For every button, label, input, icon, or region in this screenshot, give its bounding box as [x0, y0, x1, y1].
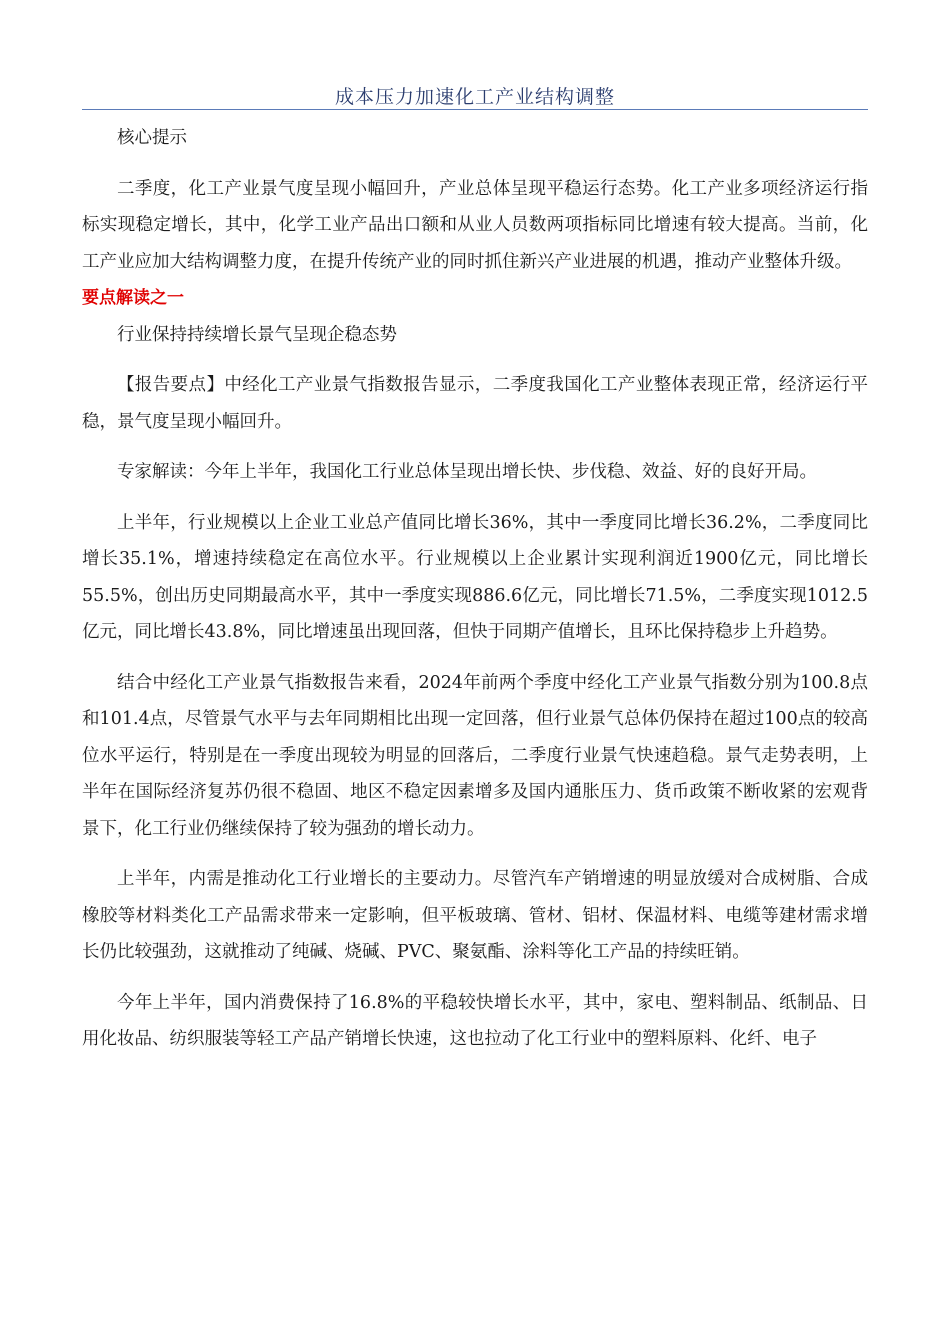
summary-label: 核心提示 [117, 128, 187, 148]
section-heading: 要点解读之一 [82, 288, 184, 308]
article-body [82, 120, 868, 1058]
header-title: 成本压力加速化工产业结构调整 [334, 86, 615, 108]
paragraph: 专家解读：今年上半年，我国化工行业总体呈现出增长快、步伐稳、效益、好的良好开局。 [117, 462, 817, 482]
paragraph: 上半年，内需是推动化工行业增长的主要动力。尽管汽车产销增速的明显放缓对合成树脂、合成橡胶等材料类化工产品需求带来一定影响，但平板玻璃、管材、铝材、保温材料、电缆等建材需求增长仍比较强劲，这就推动了纯碱、烧碱、PVC、聚氨酯、涂料等化工产品的持续旺销。 [82, 869, 868, 962]
paragraph: 上半年，行业规模以上企业工业总产值同比增长36%，其中一季度同比增长36.2%，二季度同比增长35.1%，增速持续稳定在高位水平。行业规模以上企业累计实现利润近1900亿元，同比增长55.5%，创出历史同期最高水平，其中一季度实现886.6亿元，同比增长71.5%，二季度实现1012.5亿元，同比增长43.8%，同比增速虽出现回落，但快于同期产值增长，且环比保持稳步上升趋势。 [82, 512, 868, 642]
paragraph: 今年上半年，国内消费保持了16.8%的平稳较快增长水平，其中，家电、塑料制品、纸制品、日用化妆品、纺织服装等轻工产品产销增长快速，这也拉动了化工行业中的塑料原料、化纤、电子 [82, 992, 868, 1049]
section-subtitle: 行业保持持续增长景气呈现企稳态势 [117, 324, 397, 345]
paragraph: 【报告要点】中经化工产业景气指数报告显示，二季度我国化工产业整体表现正常，经济运行平稳，景气度呈现小幅回升。 [82, 375, 868, 432]
paragraph: 结合中经化工产业景气指数报告来看，2024年前两个季度中经化工产业景气指数分别为100.8点和101.4点，尽管景气水平与去年同期相比出现一定回落，但行业景气总体仍保持在超过100点的较高位水平运行，特别是在一季度出现较为明显的回落后，二季度行业景气快速趋稳。景气走势表明，上半年在国际经济复苏仍很不稳固、地区不稳定因素增多及国内通胀压力、货币政策不断收紧的宏观背景下，化工行业仍继续保持了较为强劲的增长动力。 [82, 672, 868, 839]
summary-paragraph: 二季度，化工产业景气度呈现小幅回升，产业总体呈现平稳运行态势。化工产业多项经济运行指标实现稳定增长，其中，化学工业产品出口额和从业人员数两项指标同比增速有较大提高。当前，化工产业应加大结构调整力度，在提升传统产业的同时抓住新兴产业进展的机遇，推动产业整体升级。 [82, 178, 868, 272]
header-divider [82, 109, 868, 110]
